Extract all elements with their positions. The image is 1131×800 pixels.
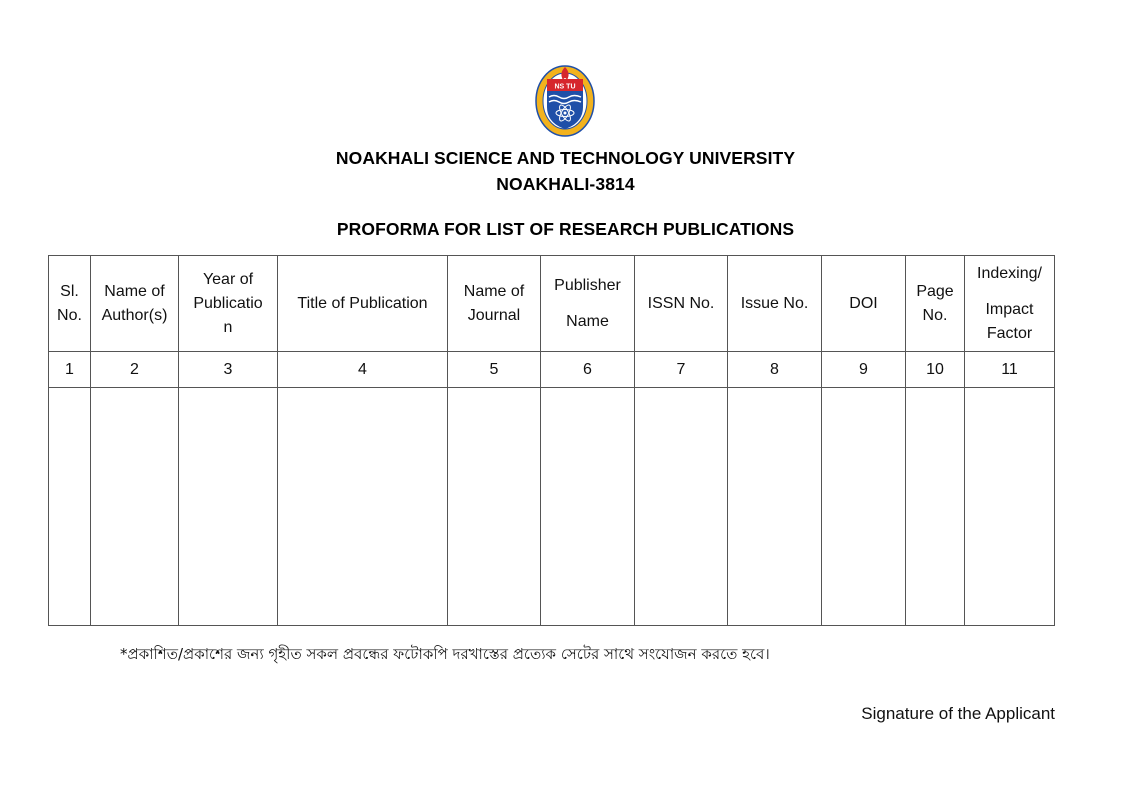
col-header-page xyxy=(906,256,965,352)
entry-cell-page[interactable] xyxy=(906,388,965,626)
header-line: Year of xyxy=(202,270,254,288)
publications-table xyxy=(48,255,1055,626)
header-line: Name xyxy=(566,312,609,330)
header-line: Author(s) xyxy=(101,306,168,324)
university-logo xyxy=(534,63,596,138)
col-header-publisher xyxy=(541,256,635,352)
entry-cell-year[interactable] xyxy=(179,388,278,626)
col-header-issue xyxy=(728,256,822,352)
col-header-doi xyxy=(822,256,906,352)
column-number: 9 xyxy=(822,352,906,388)
signature-label: Signature of the Applicant xyxy=(861,704,1055,723)
logo-text: NS TU xyxy=(554,83,576,91)
col-header-sl-no xyxy=(49,256,91,352)
header-line: Name of xyxy=(463,282,525,300)
col-header-year xyxy=(179,256,278,352)
header-line: Issue No. xyxy=(740,294,809,312)
column-number-row xyxy=(49,352,1055,388)
entry-row xyxy=(49,388,1055,626)
col-header-journal xyxy=(448,256,541,352)
column-number: 5 xyxy=(448,352,541,388)
form-title: PROFORMA FOR LIST OF RESEARCH PUBLICATIONS xyxy=(336,219,795,239)
col-header-title xyxy=(278,256,448,352)
header-line: Indexing/ xyxy=(977,264,1042,282)
university-address: NOAKHALI-3814 xyxy=(496,174,635,194)
university-name: NOAKHALI SCIENCE AND TECHNOLOGY UNIVERSITY xyxy=(335,148,796,168)
entry-cell-doi[interactable] xyxy=(822,388,906,626)
column-number: 3 xyxy=(179,352,278,388)
header-row xyxy=(49,256,1055,352)
header-line: DOI xyxy=(849,294,878,312)
column-number: 11 xyxy=(965,352,1055,388)
entry-cell-publisher[interactable] xyxy=(541,388,635,626)
header-line: Journal xyxy=(467,306,521,324)
header-line: Factor xyxy=(986,324,1033,342)
column-number: 4 xyxy=(278,352,448,388)
photocopy-note: *প্রকাশিত/প্রকাশের জন্য গৃহীত সকল প্রবন্ধের ফটোকপি দরখাস্তের প্রত্যেক সেটের সাথে সংযোজন করতে হবে। xyxy=(120,645,770,663)
entry-cell-sl-no[interactable] xyxy=(49,388,91,626)
entry-cell-issn[interactable] xyxy=(635,388,728,626)
entry-cell-indexing[interactable] xyxy=(965,388,1055,626)
header-line: ISSN No. xyxy=(647,294,715,312)
entry-cell-journal[interactable] xyxy=(448,388,541,626)
column-number: 1 xyxy=(49,352,91,388)
header-line: n xyxy=(223,318,233,336)
column-number: 10 xyxy=(906,352,965,388)
entry-cell-issue[interactable] xyxy=(728,388,822,626)
header-line: Publisher xyxy=(554,276,621,294)
col-header-indexing xyxy=(965,256,1055,352)
entry-cell-title[interactable] xyxy=(278,388,448,626)
column-number: 6 xyxy=(541,352,635,388)
col-header-issn xyxy=(635,256,728,352)
column-number: 2 xyxy=(91,352,179,388)
col-header-authors xyxy=(91,256,179,352)
header-line: Page xyxy=(916,282,954,300)
header-line: Name of xyxy=(104,282,165,300)
header-line: No. xyxy=(922,306,948,324)
entry-cell-authors[interactable] xyxy=(91,388,179,626)
column-number: 7 xyxy=(635,352,728,388)
header-line: Title of Publication xyxy=(297,294,428,312)
header-line: Sl. xyxy=(60,282,79,300)
column-number: 8 xyxy=(728,352,822,388)
header-line: Publicatio xyxy=(193,294,263,312)
header-line: No. xyxy=(57,306,82,324)
header-line: Impact xyxy=(985,300,1034,318)
